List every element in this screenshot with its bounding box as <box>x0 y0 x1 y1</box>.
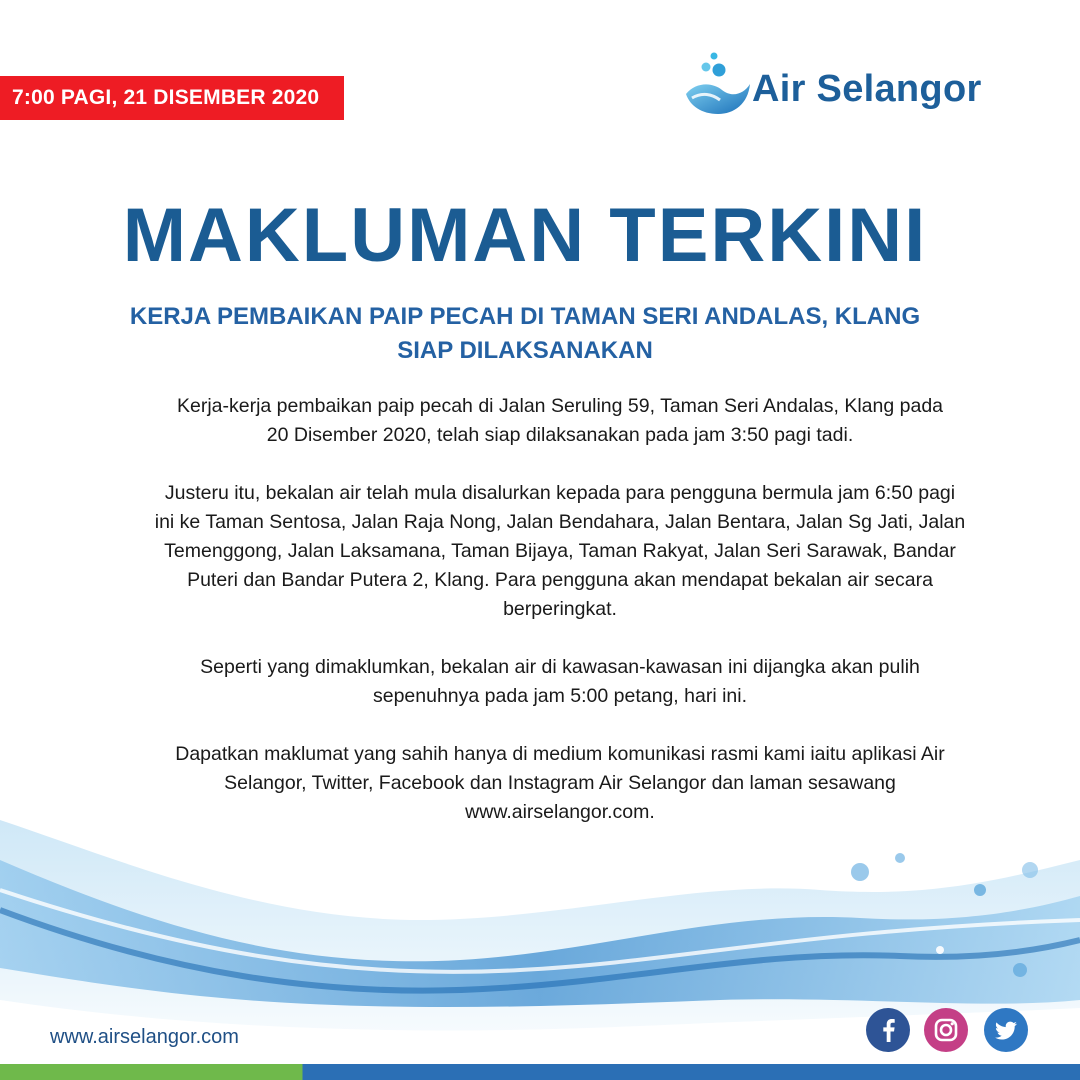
date-badge-text: 7:00 PAGI, 21 DISEMBER 2020 <box>12 86 320 109</box>
facebook-icon <box>866 1008 910 1052</box>
instagram-icon <box>924 1008 968 1052</box>
paragraph-completion <box>100 392 1020 450</box>
subtitle <box>60 300 990 368</box>
text-line: Seperti yang dimaklumkan, bekalan air di kawasan-kawasan ini dijangka akan pulih <box>200 656 920 678</box>
water-drop-logo-icon <box>682 48 754 118</box>
text-line: Puteri dan Bandar Putera 2, Klang. Para pengguna akan mendapat bekalan air secara <box>187 569 933 591</box>
paragraph-affected-areas <box>100 479 1020 624</box>
headline: MAKLUMAN TERKINI <box>122 193 928 278</box>
twitter-button[interactable] <box>984 1008 1028 1052</box>
text-line: ini ke Taman Sentosa, Jalan Raja Nong, Jalan Bendahara, Jalan Bentara, Jalan Sg Jati, Jalan <box>154 511 966 533</box>
text-line: Kerja-kerja pembaikan paip pecah di Jalan Seruling 59, Taman Seri Andalas, Klang pada <box>176 395 944 417</box>
text-line: Dapatkan maklumat yang sahih hanya di medium komunikasi rasmi kami iaitu aplikasi Air <box>175 743 945 765</box>
subtitle-line-1: KERJA PEMBAIKAN PAIP PECAH DI TAMAN SERI ANDALAS, KLANG <box>129 303 921 330</box>
text-line: berperingkat. <box>503 598 617 620</box>
bottom-color-bar <box>0 1064 1080 1080</box>
logo-name: Air Selangor <box>752 68 982 110</box>
announcement-body <box>100 392 1020 856</box>
air-selangor-logo <box>682 48 1012 120</box>
twitter-icon <box>984 1008 1028 1052</box>
text-line: Justeru itu, bekalan air telah mula disalurkan kepada para pengguna bermula jam 6:50 pagi <box>164 482 956 504</box>
text-line: Selangor, Twitter, Facebook dan Instagram Air Selangor dan laman sesawang <box>224 772 896 794</box>
text-line: www.airselangor.com. <box>465 801 655 823</box>
footer-website-link[interactable]: www.airselangor.com <box>50 1026 239 1048</box>
facebook-button[interactable] <box>866 1008 910 1052</box>
paragraph-recovery-time <box>100 653 1020 711</box>
text-line: sepenuhnya pada jam 5:00 petang, hari ini. <box>372 685 748 707</box>
subtitle-line-2: SIAP DILAKSANAKAN <box>397 337 653 364</box>
date-badge <box>0 76 344 120</box>
instagram-button[interactable] <box>924 1008 968 1052</box>
text-line: Temenggong, Jalan Laksamana, Taman Bijaya, Taman Rakyat, Jalan Seri Sarawak, Bandar <box>164 540 956 562</box>
text-line: 20 Disember 2020, telah siap dilaksanakan pada jam 3:50 pagi tadi. <box>266 424 854 446</box>
